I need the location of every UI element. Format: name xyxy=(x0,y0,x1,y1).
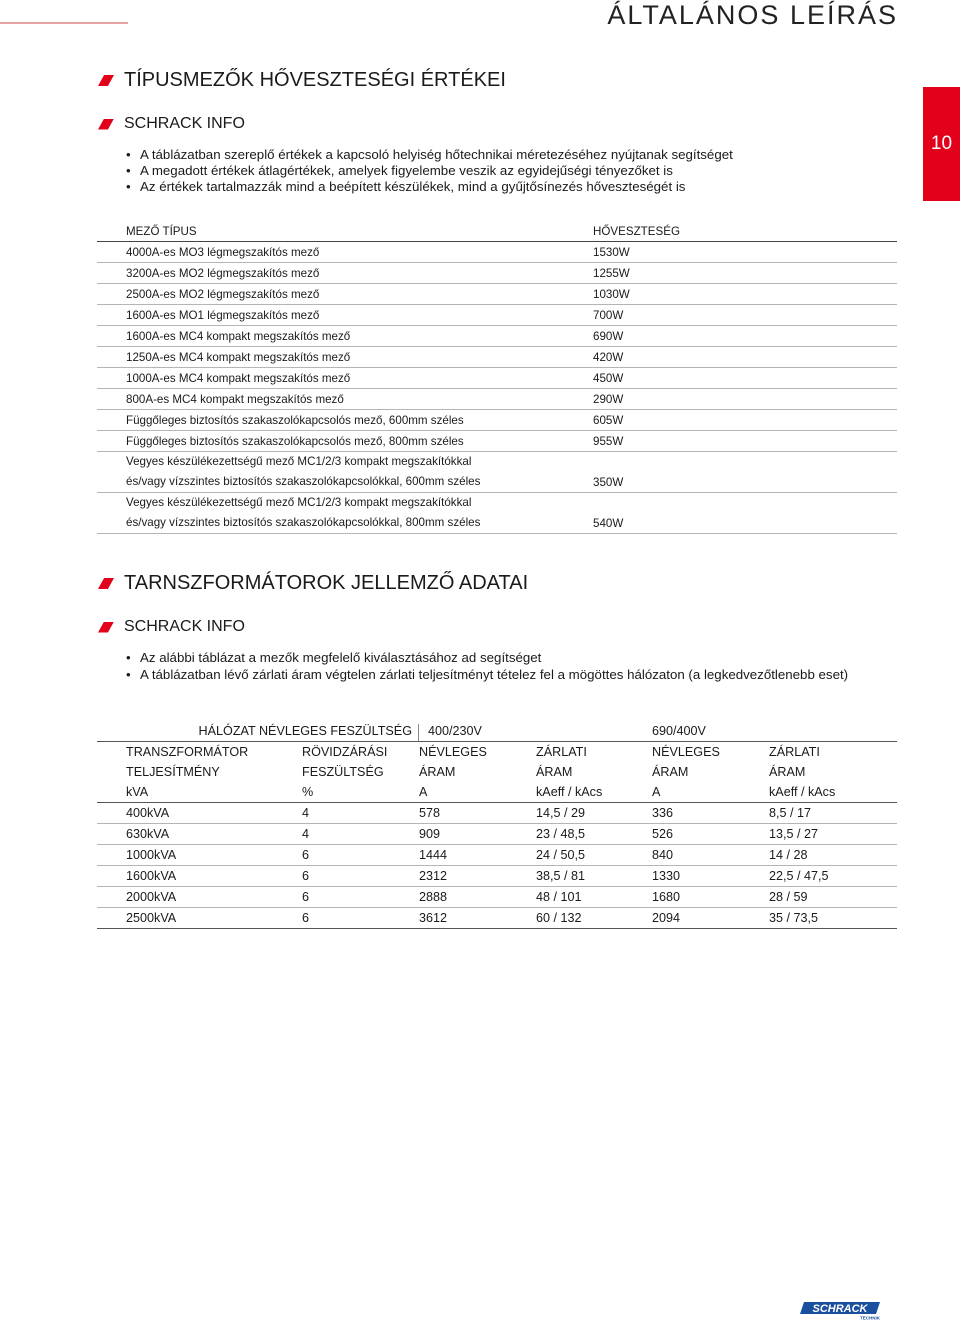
column-header: RÖVIDZÁRÁSI xyxy=(302,745,388,759)
cell: 1330 xyxy=(652,869,681,883)
column-header: MEZŐ TÍPUS xyxy=(126,225,197,238)
table-row xyxy=(97,887,897,908)
table-row xyxy=(97,284,897,305)
transformer-table xyxy=(97,721,897,929)
cell: 1600kVA xyxy=(126,869,177,883)
top-accent-line xyxy=(0,22,128,24)
cell-loss: 1255W xyxy=(593,267,630,280)
cell: 1000kVA xyxy=(126,848,177,862)
cell: 38,5 / 81 xyxy=(536,869,586,883)
column-header: TRANSZFORMÁTOR xyxy=(126,745,249,759)
cell-type: 4000A-es MO3 légmegszakítós mező xyxy=(126,246,320,259)
cell: 22,5 / 47,5 xyxy=(769,869,829,883)
cell: 1680 xyxy=(652,890,681,904)
unit-cell: kAeff / kAcs xyxy=(536,785,603,799)
column-header: ZÁRLATI xyxy=(769,745,820,759)
list-item: • A táblázatban szereplő értékek a kapcsoló helyiség hőtechnikai méretezéséhez nyújtanak segítséget xyxy=(126,147,733,163)
table-row xyxy=(97,347,897,368)
cell: 8,5 / 17 xyxy=(769,806,812,820)
cell-type xyxy=(97,452,593,492)
logo-text: SCHRACK xyxy=(812,1303,868,1315)
network-voltage-label: HÁLÓZAT NÉVLEGES FESZÜLTSÉG xyxy=(97,724,419,741)
section-title-text: TARNSZFORMÁTOROK JELLEMZŐ ADATAI xyxy=(124,572,529,594)
cell: 6 xyxy=(302,890,310,904)
table-row xyxy=(97,431,897,452)
cell: 35 / 73,5 xyxy=(769,911,819,925)
table-row xyxy=(97,845,897,866)
cell: 60 / 132 xyxy=(536,911,582,925)
cell: 3612 xyxy=(419,911,448,925)
column-header: ZÁRLATI xyxy=(536,745,587,759)
table-row xyxy=(97,866,897,887)
cell-type xyxy=(97,493,593,533)
cell: 2888 xyxy=(419,890,448,904)
cell: 23 / 48,5 xyxy=(536,827,586,841)
section-title-transformers xyxy=(98,572,528,595)
red-marker-icon xyxy=(98,622,114,633)
table-row xyxy=(97,263,897,284)
unit-cell: A xyxy=(419,785,428,799)
cell-loss: 1530W xyxy=(593,246,630,259)
table-header-row xyxy=(97,221,897,242)
cell: 2500kVA xyxy=(126,911,177,925)
cell: 909 xyxy=(419,827,441,841)
cell-type-line2: és/vagy vízszintes biztosítós szakaszolókapcsolókkal, 600mm széles xyxy=(126,475,481,488)
column-header: ÁRAM xyxy=(536,765,573,779)
table-row xyxy=(97,410,897,431)
cell-type: 1250A-es MC4 kompakt megszakítós mező xyxy=(126,351,351,364)
cell: 24 / 50,5 xyxy=(536,848,586,862)
column-header: ÁRAM xyxy=(769,765,806,779)
table-row xyxy=(97,326,897,347)
cell: 6 xyxy=(302,911,310,925)
red-marker-icon xyxy=(98,578,114,589)
red-marker-icon xyxy=(98,75,114,86)
cell-type-line1: Vegyes készülékezettségű mező MC1/2/3 kompakt megszakítókkal xyxy=(126,455,472,468)
info-bullet-list xyxy=(126,649,896,683)
cell: 28 / 59 xyxy=(769,890,808,904)
cell-type: 1600A-es MC4 kompakt megszakítós mező xyxy=(126,330,351,343)
cell-type: 1000A-es MC4 kompakt megszakítós mező xyxy=(126,372,351,385)
cell-type: 1600A-es MO1 légmegszakítós mező xyxy=(126,309,320,322)
cell-type-line2: és/vagy vízszintes biztosítós szakaszolókapcsolókkal, 800mm széles xyxy=(126,516,481,529)
cell: 14 / 28 xyxy=(769,848,808,862)
cell: 2312 xyxy=(419,869,448,883)
column-header: NÉVLEGES xyxy=(419,745,487,759)
cell: 336 xyxy=(652,806,674,820)
table-header-row xyxy=(97,742,897,762)
table-row xyxy=(97,305,897,326)
column-header: NÉVLEGES xyxy=(652,745,720,759)
column-header: ÁRAM xyxy=(419,765,456,779)
schrack-info-heading xyxy=(98,115,245,133)
table-row xyxy=(97,908,897,929)
cell-loss: 350W xyxy=(593,476,624,489)
list-item: • A megadott értékek átlagértékek, amelyek figyelembe veszik az egyidejűségi tényezőket is xyxy=(126,163,733,179)
cell-type: Függőleges biztosítós szakaszolókapcsolós mező, 600mm széles xyxy=(126,414,464,427)
table-row xyxy=(97,368,897,389)
logo-subtext: TECHNIK xyxy=(860,1315,880,1320)
list-item: • Az alábbi táblázat a mezők megfelelő kiválasztásához ad segítséget xyxy=(126,649,896,666)
unit-cell: kAeff / kAcs xyxy=(769,785,836,799)
cell-loss: 1030W xyxy=(593,288,630,301)
cell-loss: 290W xyxy=(593,393,624,406)
column-header: FESZÜLTSÉG xyxy=(302,765,384,779)
cell-loss: 955W xyxy=(593,435,624,448)
cell: 4 xyxy=(302,827,310,841)
cell-loss: 700W xyxy=(593,309,624,322)
cell: 6 xyxy=(302,848,310,862)
cell-type: 800A-es MC4 kompakt megszakítós mező xyxy=(126,393,344,406)
table-header-row xyxy=(97,762,897,782)
cell-type: Függőleges biztosítós szakaszolókapcsolós mező, 800mm széles xyxy=(126,435,464,448)
schrack-info-text: SCHRACK INFO xyxy=(124,115,245,132)
table-units-row xyxy=(97,782,897,803)
schrack-info-heading xyxy=(98,618,245,636)
cell-loss: 540W xyxy=(593,517,624,530)
cell-loss: 605W xyxy=(593,414,624,427)
heat-loss-table xyxy=(97,221,897,534)
cell-type: 3200A-es MO2 légmegszakítós mező xyxy=(126,267,320,280)
column-header: ÁRAM xyxy=(652,765,689,779)
cell: 6 xyxy=(302,869,310,883)
unit-cell: % xyxy=(302,785,314,799)
cell: 48 / 101 xyxy=(536,890,582,904)
table-row xyxy=(97,452,897,493)
schrack-info-text: SCHRACK INFO xyxy=(124,618,245,635)
cell-type: 2500A-es MO2 légmegszakítós mező xyxy=(126,288,320,301)
chapter-tab[interactable]: 10 xyxy=(923,87,960,201)
cell: 630kVA xyxy=(126,827,170,841)
cell: 13,5 / 27 xyxy=(769,827,819,841)
table-row xyxy=(97,389,897,410)
cell: 4 xyxy=(302,806,310,820)
table-row xyxy=(97,803,897,824)
cell: 1444 xyxy=(419,848,448,862)
column-header: TELJESÍTMÉNY xyxy=(126,765,220,779)
table-row xyxy=(97,242,897,263)
cell: 14,5 / 29 xyxy=(536,806,586,820)
network-voltage-400: 400/230V xyxy=(428,724,482,738)
network-voltage-690: 690/400V xyxy=(652,724,706,738)
unit-cell: A xyxy=(652,785,661,799)
schrack-technik-logo xyxy=(800,1300,882,1320)
section-title-text: TÍPUSMEZŐK HŐVESZTESÉGI ÉRTÉKEI xyxy=(124,69,506,91)
cell-loss: 690W xyxy=(593,330,624,343)
cell: 2000kVA xyxy=(126,890,177,904)
cell-loss: 420W xyxy=(593,351,624,364)
red-marker-icon xyxy=(98,119,114,130)
list-item: • A táblázatban lévő zárlati áram végtelen zárlati teljesítményt tételez fel a mögöttes hálózaton (a legkedvezőtlenebb eset) xyxy=(126,666,896,683)
table-network-row xyxy=(97,721,897,742)
cell: 2094 xyxy=(652,911,681,925)
cell: 526 xyxy=(652,827,674,841)
cell: 578 xyxy=(419,806,441,820)
column-header: HŐVESZTESÉG xyxy=(593,225,680,238)
list-item: • Az értékek tartalmazzák mind a beépített készülékek, mind a gyűjtősínezés hőveszteségét is xyxy=(126,179,733,195)
cell-type-line1: Vegyes készülékezettségű mező MC1/2/3 kompakt megszakítókkal xyxy=(126,496,472,509)
cell: 840 xyxy=(652,848,674,862)
cell-loss: 450W xyxy=(593,372,624,385)
unit-cell: kVA xyxy=(126,785,149,799)
section-title-heat-loss xyxy=(98,69,506,92)
table-row xyxy=(97,493,897,534)
info-bullet-list xyxy=(126,147,733,195)
table-row xyxy=(97,824,897,845)
page-title: ÁLTALÁNOS LEÍRÁS xyxy=(607,0,898,30)
cell: 400kVA xyxy=(126,806,170,820)
